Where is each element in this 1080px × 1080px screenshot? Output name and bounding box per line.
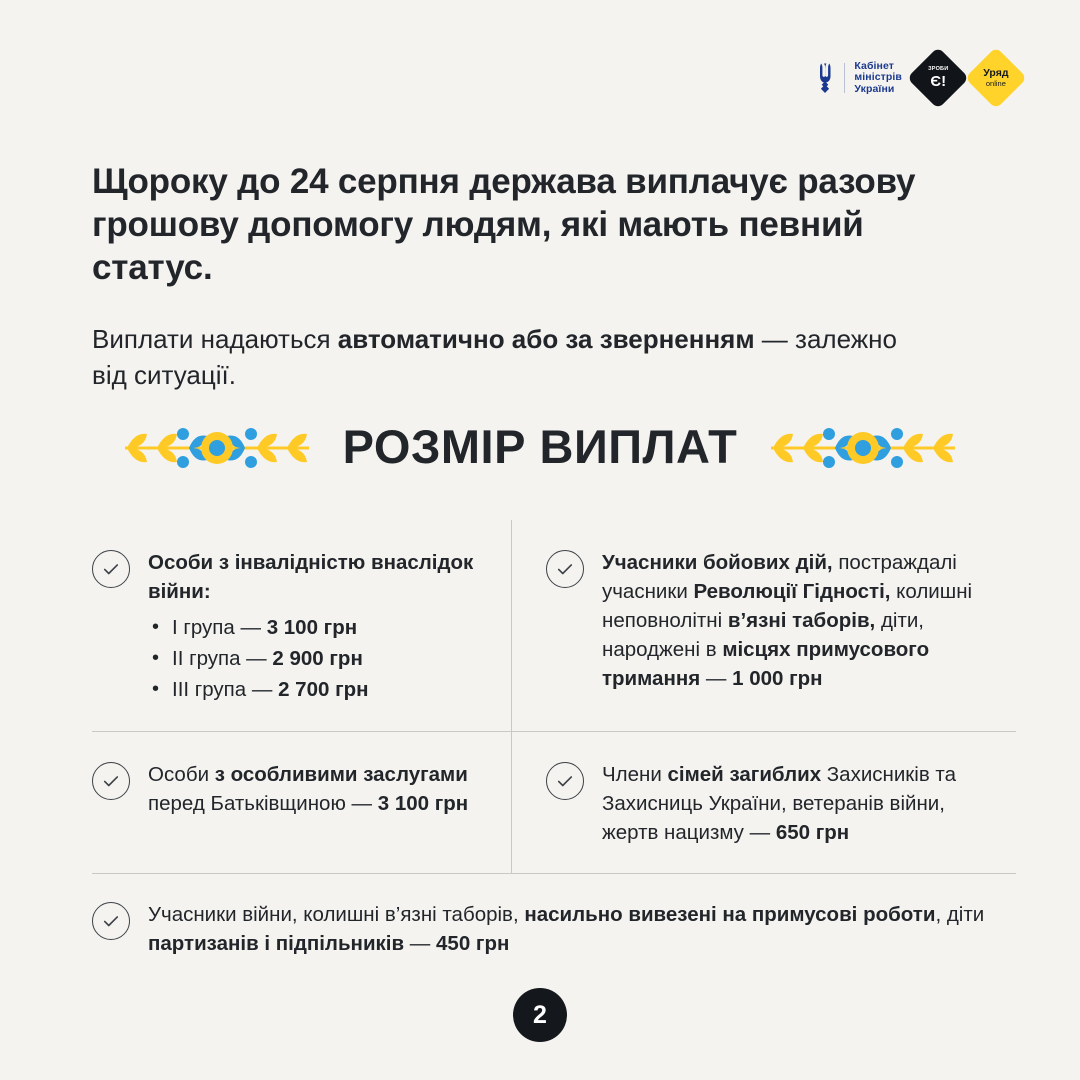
families-part2: сімей загиблих	[667, 763, 822, 786]
diia-badge-big: Є!	[930, 72, 946, 90]
war-part1: Учасники війни, колишні в’язні таборів,	[148, 903, 525, 926]
check-circle-icon	[92, 762, 130, 800]
payments-grid	[92, 520, 1016, 958]
gov-line-1: Кабінет	[854, 59, 895, 72]
diia-badge[interactable]	[907, 47, 969, 109]
diia-badge-inner	[928, 67, 948, 89]
logo-divider	[844, 63, 845, 93]
payments-row-1	[92, 520, 1016, 731]
payment-item-disability-text	[148, 548, 481, 705]
families-part3: Захисників та Захисниць України, ветеранів війни, жертв нацизму —	[602, 763, 956, 844]
war-part3: , діти	[935, 903, 985, 926]
intro-block	[92, 160, 982, 393]
check-circle-icon	[546, 762, 584, 800]
payment-item-war-participants-text	[148, 900, 1016, 958]
group-3-amount: 2 700 грн	[278, 678, 369, 701]
payment-item-special-merits	[92, 732, 512, 873]
page-number-badge: 2	[513, 988, 567, 1042]
section-title-row	[0, 418, 1080, 474]
uryad-badge-big: Уряд	[983, 67, 1009, 80]
check-circle-icon	[92, 550, 130, 588]
ukraine-trident-icon	[813, 63, 835, 93]
payment-item-families	[512, 732, 1016, 873]
war-part2: насильно вивезені на примусові роботи	[524, 903, 936, 926]
section-title: РОЗМІР ВИПЛАТ	[342, 419, 738, 473]
merits-part3: перед Батьківщиною —	[148, 792, 378, 815]
payment-item-war-participants	[92, 874, 1016, 958]
disability-heading: Особи з інвалідністю внаслідок війни:	[148, 551, 474, 603]
war-part5: —	[404, 932, 437, 955]
payment-item-disability	[92, 520, 512, 731]
check-circle-icon	[92, 902, 130, 940]
payment-item-combatants-text	[602, 548, 990, 705]
cabinet-of-ministers-label	[854, 61, 902, 96]
war-amount: 450 грн	[436, 932, 510, 955]
combatants-part4: колишні неповнолітні	[602, 580, 973, 632]
gov-line-3: України	[854, 82, 895, 95]
combatants-part5: в’язні таборів,	[727, 609, 876, 632]
group-1-label: I група —	[172, 616, 267, 639]
floral-ornament-icon	[117, 418, 317, 474]
combatants-part2: постраждалі учасники	[602, 551, 957, 603]
payment-item-special-merits-text	[148, 760, 481, 847]
intro-paragraph-bold: автоматично або за зверненням	[337, 324, 755, 354]
intro-paragraph	[92, 321, 932, 393]
merits-part1: Особи	[148, 763, 215, 786]
families-part1: Члени	[602, 763, 668, 786]
merits-part2: з особливими заслугами	[214, 763, 468, 786]
intro-paragraph-prefix: Виплати надаються	[92, 324, 338, 354]
group-2-amount: 2 900 грн	[272, 647, 363, 670]
group-3-label: III група —	[172, 678, 279, 701]
payments-row-2	[92, 732, 1016, 873]
floral-ornament-icon	[763, 418, 963, 474]
war-part4: партизанів і підпільників	[148, 932, 405, 955]
page-title: Щороку до 24 серпня держава виплачує разову грошову допомогу людям, які мають певний статус.	[92, 162, 916, 287]
disability-groups-list	[148, 612, 481, 705]
intro-paragraph-suffix: — залежно від ситуації.	[92, 324, 897, 390]
gov-line-2: міністрів	[854, 71, 902, 84]
list-item	[172, 612, 481, 643]
combatants-part7: місцях примусового тримання	[602, 638, 930, 690]
list-item	[172, 674, 481, 705]
combatants-part1: Учасники бойових дій,	[602, 551, 833, 574]
group-2-label: II група —	[172, 647, 273, 670]
diia-badge-small: ЗРОБИ	[927, 66, 949, 73]
uryad-badge-small: online	[985, 79, 1007, 89]
combatants-part6: діти, народжені в	[602, 609, 924, 661]
uryad-online-badge[interactable]	[965, 47, 1027, 109]
cabinet-of-ministers-logo	[813, 61, 902, 96]
merits-amount: 3 100 грн	[377, 792, 469, 815]
combatants-amount: 1 000 грн	[732, 667, 823, 690]
check-circle-icon	[546, 550, 584, 588]
group-1-amount: 3 100 грн	[266, 616, 358, 639]
uryad-badge-inner	[983, 68, 1008, 88]
combatants-part8: —	[700, 667, 733, 690]
list-item	[172, 643, 481, 674]
header-logos	[813, 56, 1018, 100]
payment-item-combatants	[512, 520, 1016, 731]
families-amount: 650 грн	[775, 821, 850, 844]
combatants-part3: Революції Гідності,	[693, 580, 891, 603]
payment-item-families-text	[602, 760, 990, 847]
